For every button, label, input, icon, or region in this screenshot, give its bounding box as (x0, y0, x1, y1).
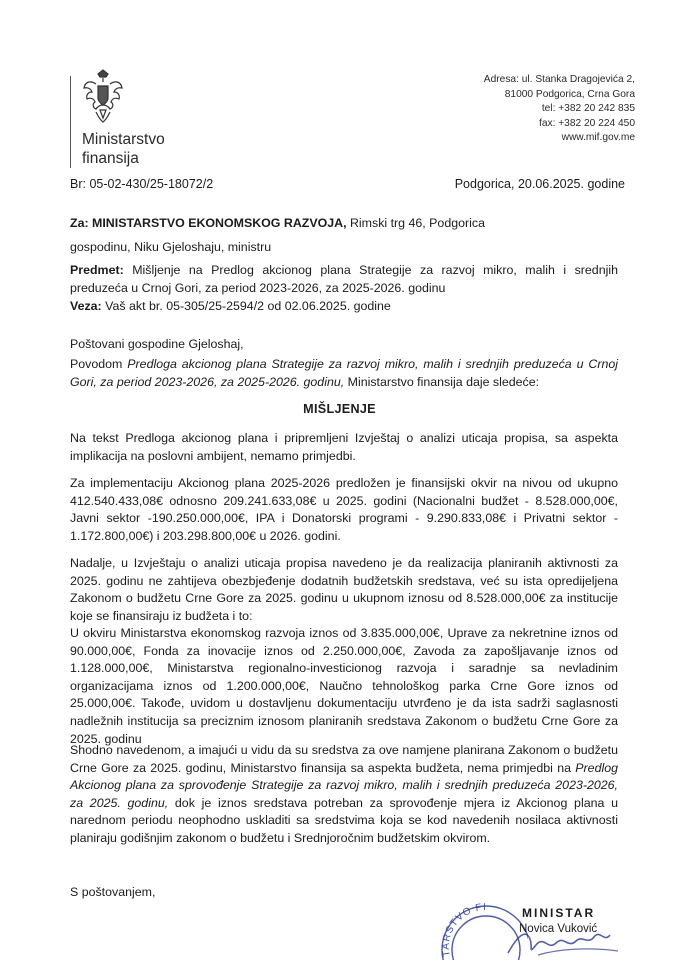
stamp-text: TARSTVO FI (440, 901, 487, 958)
recipient-label: Za: (70, 216, 89, 230)
reference-link (70, 299, 391, 313)
recipient-address: Rimski trg 46, Podgorica (349, 216, 485, 230)
ministry-name-line1: Ministarstvo (82, 131, 165, 148)
address-website[interactable]: www.mif.gov.me (561, 132, 635, 144)
reference-link-text: Vaš akt br. 05-305/25-2594/2 od 02.06.2025. godine (105, 299, 391, 313)
paragraph-2: Za implementaciju Akcionog plana 2025-2026 predložen je finansijski okvir na nivou od ukupno 412.540.433,08€ odnosno 209.241.633,08€ u 2025. godini (Nacionalni budžet - 8.528.000,00€, Javni sektor -190.250.000,00€, IPA i Donatorski programi - 9.290.833,08€ i Privatni sektor - 1.172.800,00€) i 203.298.800,00€ u 2026. godini. (70, 476, 618, 543)
paragraph-5 (70, 742, 618, 848)
closing: S poštovanjem, (70, 885, 156, 899)
recipient-name: MINISTARSTVO EKONOMSKOG RAZVOJA, (92, 216, 347, 230)
document-title: MIŠLJENJE (303, 402, 376, 416)
paragraph-5-a: Shodno navedenom, a imajući u vidu da su sredstva za ove namjene planirana Zakonom o budžetu Crne Gore za 2025. godinu, Ministarstvo finansija sa aspekta budžeta, nema primjedbi na (70, 743, 618, 775)
reference-number: Br: 05-02-430/25-18072/2 (70, 177, 214, 191)
address-street: Adresa: ul. Stanka Dragojevića 2, (483, 74, 635, 85)
header-divider (70, 76, 71, 168)
signatory-title: MINISTAR (522, 906, 596, 920)
intro-italic: Predloga akcionog plana Strategije za razvoj mikro, malih i srednjih preduzeća u Crnoj Gori, za period 2023-2026, za 2025-2026. godinu, (70, 357, 619, 389)
paragraph-4: U okviru Ministarstva ekonomskog razvoja iznos od 3.835.000,00€, Uprave za nekretnine iznos od 90.000,00€, Fonda za inovacije iznos od 2.250.000,00€, Zavoda za zapošljavanje iznos od 1.128.000,00€, Ministarstva regionalno-investicionog razvoja i saradnje sa nevladinim organizacijama iznos od 1.200.000,00€, Naučno tehnološkog parka Crne Gore iznos od 25.000,00€. Takođe, uvidom u dostavljenu dokumentaciju utvrđeno je da ista sadrži saglasnosti nadležnih institucija sa preciznim iznosom planiranih sredstava Zakonom o budžetu Crne Gore za 2025. godinu (70, 626, 618, 746)
document-date: Podgorica, 20.06.2025. godine (454, 177, 625, 191)
subject-label: Predmet: (70, 263, 124, 277)
ministry-name (82, 130, 165, 168)
recipient-person: gospodinu, Niku Gjeloshaju, ministru (70, 240, 272, 254)
salutation: Poštovani gospodine Gjeloshaj, (70, 337, 244, 351)
paragraph-1: Na tekst Predloga akcionog plana i pripremljeni Izvještaj o analizi uticaja propisa, sa aspekta implikacija na poslovni ambijent, nemamo primjedbi. (70, 431, 618, 463)
recipient-line (70, 216, 485, 230)
intro-paragraph (70, 356, 618, 391)
address-fax: fax: +382 20 224 450 (538, 117, 635, 129)
reference-link-label: Veza: (70, 299, 102, 313)
coat-of-arms-icon (82, 68, 124, 128)
signature-scribble (478, 915, 638, 960)
paragraph-5-italic: Predlog Akcionog plana za sprovođenje Strategije za razvoj mikro, malih i srednjih preduzeća 2023-2026, za 2025. godinu, (70, 760, 618, 810)
subject-text: Mišljenje na Predlog akcionog plana Strategije za razvoj mikro, malih i srednjih preduzeća u Crnoj Gori, za period 2023-2026, za 2025-2026. godinu (70, 263, 618, 295)
paragraph-3: Nadalje, u Izvještaju o analizi uticaja propisa navedeno je da realizacija planiranih aktivnosti za 2025. godinu ne zahtijeva obezbjeđenje dodatnih budžetskih sredstava, već su ista opredijeljena Zakonom o budžetu Crne Gore za 2025. godinu u ukupnom iznosu od 8.528.000,00€ za institucije koje se finansiraju iz budžeta i to: (70, 556, 618, 623)
subject (70, 262, 618, 297)
ministry-name-line2: finansija (82, 150, 139, 167)
address-phone: tel: +382 20 242 835 (541, 103, 635, 115)
intro-after: Ministarstvo finansija daje sledeće: (347, 374, 540, 389)
intro-before: Povodom (70, 357, 123, 371)
signatory-name: Novica Vuković (519, 923, 598, 935)
address-block (484, 73, 635, 146)
address-city: 81000 Podgorica, Crna Gora (504, 88, 635, 100)
paragraph-5-b: dok je iznos sredstava potreban za sprovođenje mjera iz Akcionog plana u narednom periodu neophodno uskladiti sa sredstvima koja se kod navedenih nosilaca aktivnosti planiraju godišnjim zakonom o budžetu i Srednjoročnim budžetskim okvirom. (70, 795, 618, 845)
